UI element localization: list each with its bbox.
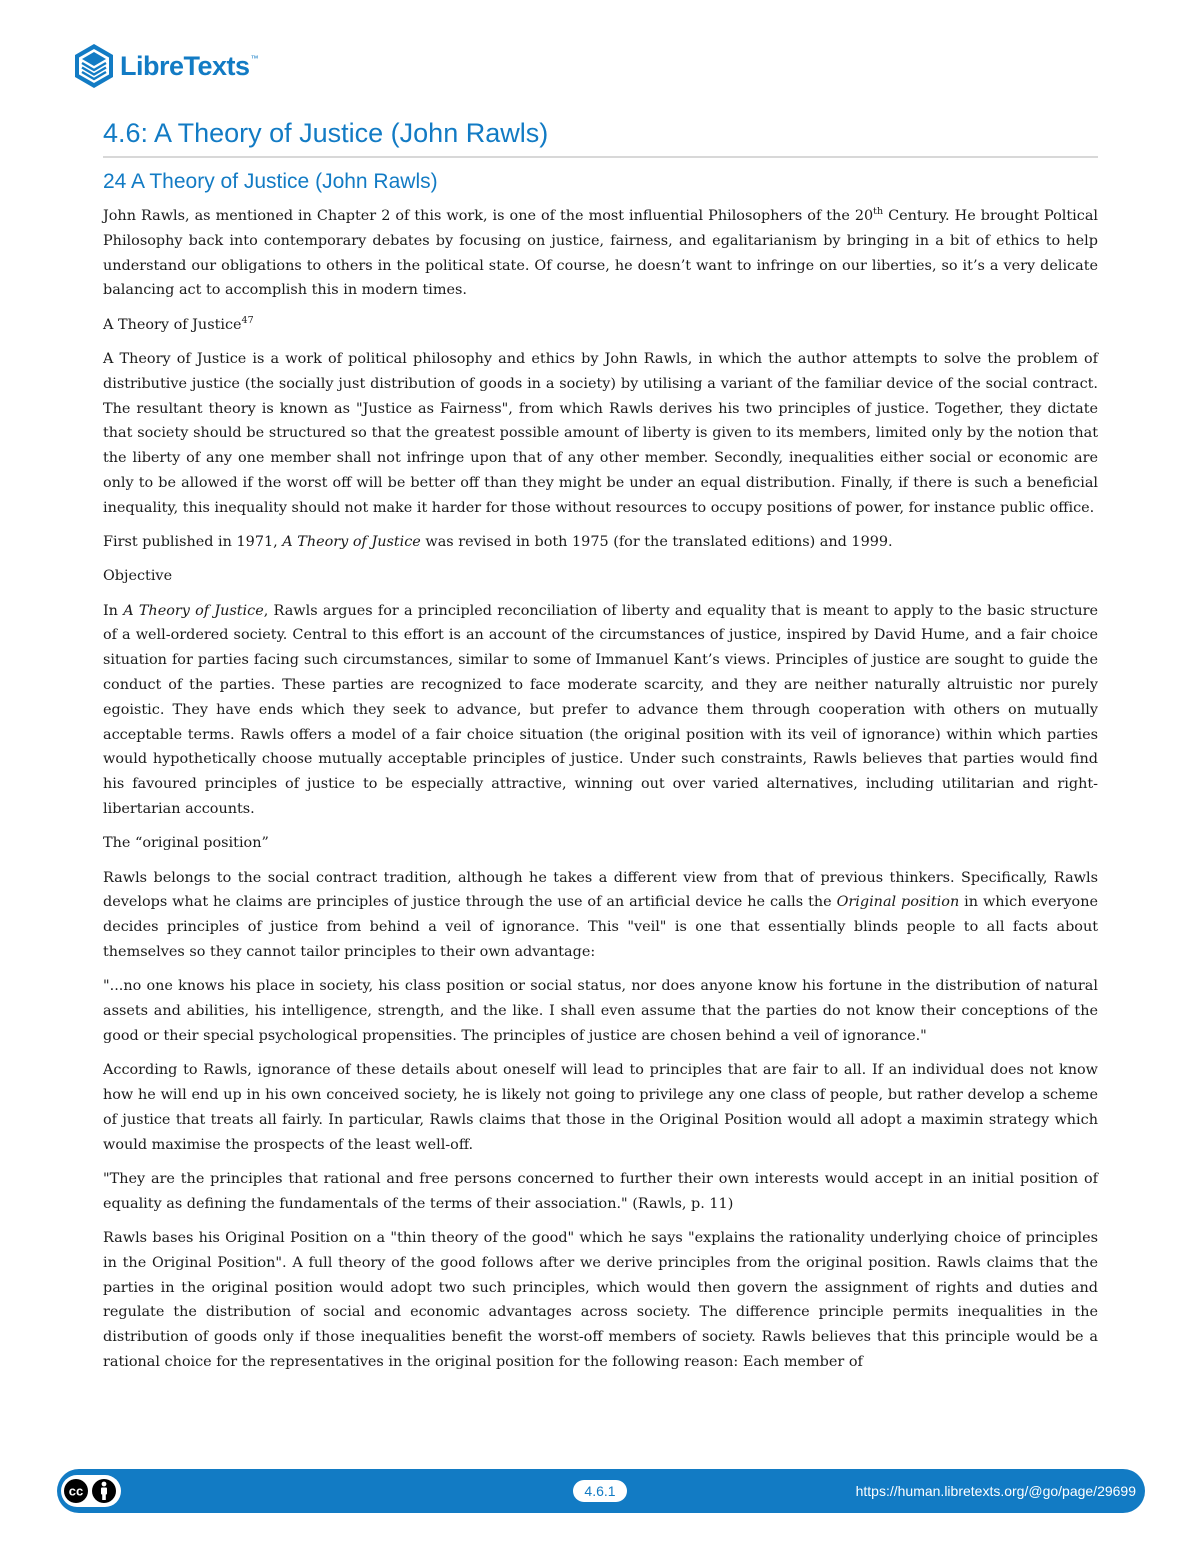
book-title: A Theory of Justice — [123, 602, 264, 619]
superscript: th — [873, 206, 884, 218]
paragraph-thin-theory: Rawls bases his Original Position on a "thin theory of the good" which he says "explains the rationality underlying choice of principles in the Original Position". A full theory of the good follows after we derive principles from the original position. Rawls claims that the parties in the original position would adopt two such principles, which would then govern the assignment of rights and duties and regulate the distribution of social and economic advantages across society. The difference principle permits inequalities in the distribution of goods only if those inequalities benefit the worst-off members of society. Rawls believes that this principle would be a rational choice for the representatives in the original position for the following reason: Each member of — [103, 1229, 1098, 1370]
text: In — [103, 602, 124, 619]
term-original-position: Original position — [836, 894, 960, 911]
article-body — [103, 204, 1098, 1384]
paragraph-summary: A Theory of Justice is a work of political philosophy and ethics by John Rawls, in which the author attempts to solve the problem of distributive justice (the socially just distribution of goods in a society) by utilising a variant of the familiar device of the social contract. The resultant theory is known as "Justice as Fairness", from which Rawls derives his two principles of justice. Together, they dictate that society should be structured so that the greatest possible amount of liberty is given to its members, limited only by the notion that the liberty of any one member shall not infringe upon that of any other member. Secondly, inequalities either social or economic are only to be allowed if the worst off will be better off than they might be under an equal distribution. Finally, if there is such a beneficial inequality, this inequality should not make it harder for those without resources to occupy positions of power, for instance public office. — [103, 350, 1098, 516]
paragraph-publication — [103, 530, 1098, 555]
paragraph-intro — [103, 204, 1098, 303]
text: John Rawls, as mentioned in Chapter 2 of this work, is one of the most influential Philosophers of the 20 — [103, 208, 874, 224]
heading-original-position: The “original position” — [103, 835, 269, 852]
section-title: 24 A Theory of Justice (John Rawls) — [103, 170, 438, 193]
paragraph-quote-veil: "...no one knows his place in society, his class position or social status, nor does anyone know his fortune in the distribution of natural assets and abilities, his intelligence, strength, and the like. I shall even assume that the parties do not know their conceptions of the good or their special psychological propensities. The principles of justice are chosen behind a veil of ignorance." — [103, 978, 1098, 1044]
page-number: 4.6.1 — [573, 1480, 627, 1502]
logo-trademark: ™ — [250, 54, 259, 63]
svg-text:cc: cc — [68, 1483, 84, 1499]
license-badge[interactable] — [60, 1474, 122, 1508]
logo-text: LibreTexts — [120, 50, 250, 81]
page-title: 4.6: A Theory of Justice (John Rawls) — [103, 118, 549, 148]
paragraph-objective — [103, 599, 1098, 822]
cc-by-icon — [60, 1474, 122, 1508]
text: First published in 1971, — [103, 534, 283, 551]
paragraph-quote-principles: "They are the principles that rational and free persons concerned to further their own interests would accept in an initial position of equality as defining the fundamentals of the terms of their association." (Rawls, p. 11) — [103, 1170, 1098, 1212]
text: Rawls belongs to the social contract tradition, although he takes a different view from that of previous thinkers. Specifically, Rawls develops what he claims are principles of justice through the use of an artificial device he calls the — [103, 869, 1098, 911]
text: in which everyone decides principles of justice from behind a veil of ignorance. This "veil" is one that essentially blinds people to all facts about themselves so they cannot tailor principles to their own advantage: — [103, 894, 1098, 961]
title-divider — [103, 156, 1098, 158]
paragraph-social-contract — [103, 866, 1098, 965]
heading-theory-of-justice — [103, 313, 1098, 338]
text: Century. He brought Poltical Philosophy back into contemporary debates by focusing on justice, fairness, and egalitarianism by bringing in a bit of ethics to help understand our obligations to others in the political state. Of course, he doesn’t want to infringe on our liberties, so it’s a very delicate balancing act to accomplish this in modern times. — [103, 208, 1098, 299]
text: was revised in both 1975 (for the translated editions) and 1999. — [420, 534, 893, 551]
footnote-ref[interactable]: 47 — [241, 314, 254, 326]
book-title: A Theory of Justice — [282, 534, 421, 551]
heading-objective: Objective — [103, 568, 173, 585]
libretexts-logo[interactable] — [72, 40, 259, 92]
page-url-link[interactable]: https://human.libretexts.org/@go/page/29699 — [855, 1483, 1136, 1499]
paragraph-ignorance: According to Rawls, ignorance of these details about oneself will lead to principles that are fair to all. If an individual does not know how he will end up in his own conceived society, he is likely not going to privilege any one class of people, but rather develop a scheme of justice that treats all fairly. In particular, Rawls claims that those in the Original Position would all adopt a maximin strategy which would maximise the prospects of the least well-off. — [103, 1062, 1098, 1153]
libretexts-logo-icon — [72, 42, 116, 90]
text: A Theory of Justice — [103, 316, 242, 333]
text: , Rawls argues for a principled reconciliation of liberty and equality that is meant to apply to the basic structure of a well-ordered society. Central to this effort is an account of the circumstances of justice, inspired by David Hume, and a fair choice situation for parties facing such circumstances, similar to some of Immanuel Kant’s views. Principles of justice are sought to guide the conduct of the parties. These parties are recognized to face moderate scarcity, and they are neither naturally altruistic nor purely egoistic. They have ends which they seek to advance, but prefer to advance them through cooperation with others on mutually acceptable terms. Rawls offers a model of a fair choice situation (the original position with its veil of ignorance) within which parties would hypothetically choose mutually acceptable principles of justice. Under such constraints, Rawls believes that parties would find his favoured principles of justice to be especially attractive, winning out over varied alternatives, including utilitarian and right-libertarian accounts. — [103, 602, 1099, 818]
